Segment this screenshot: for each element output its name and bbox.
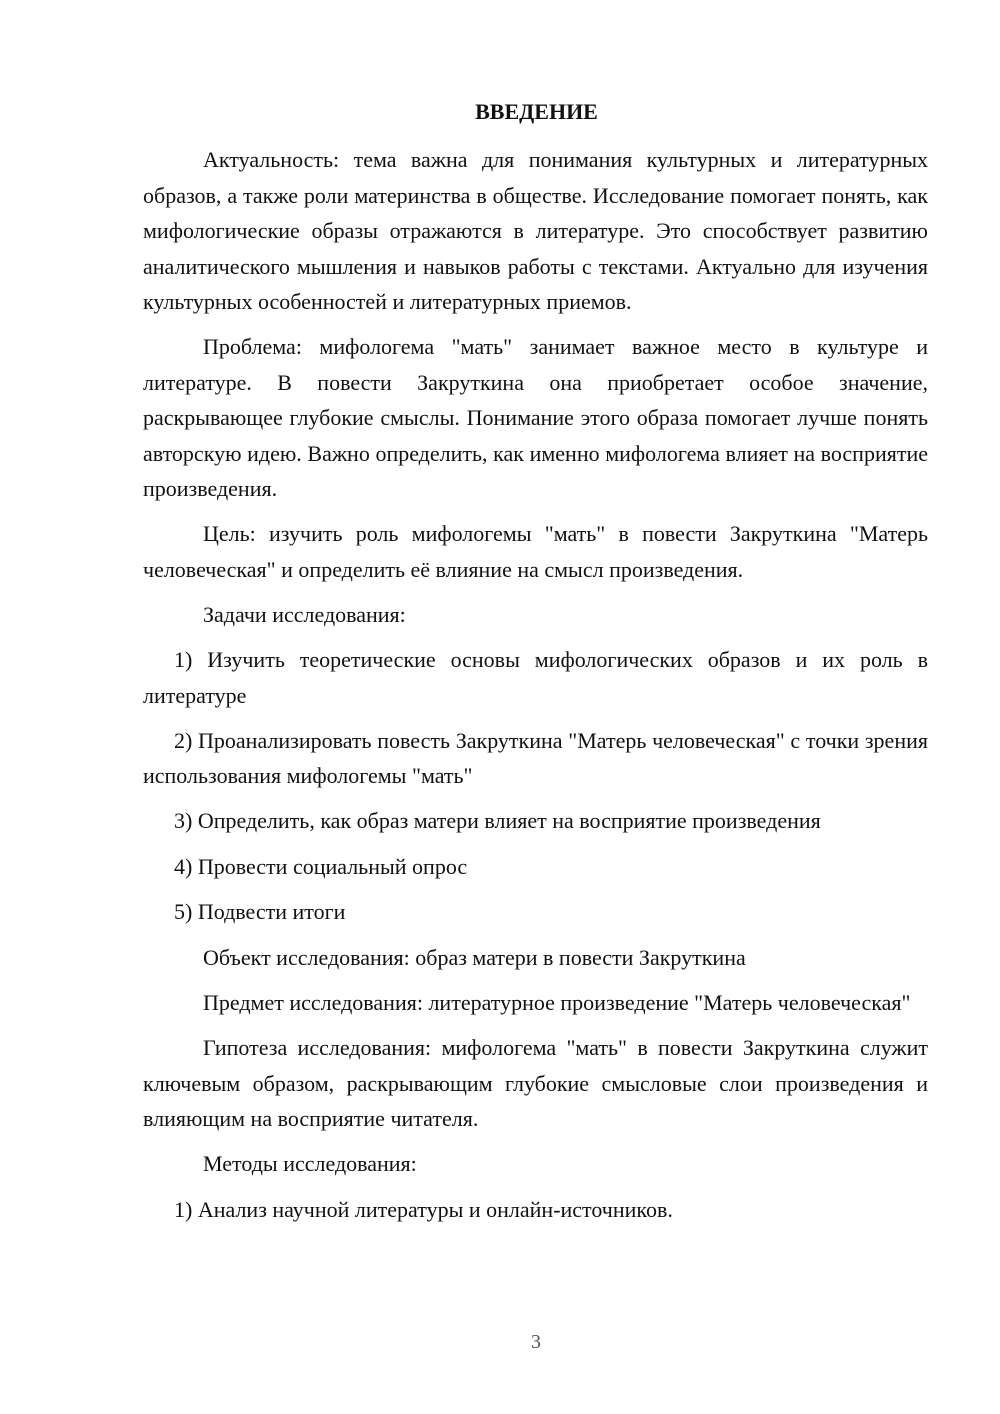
goal-paragraph: Цель: изучить роль мифологемы "мать" в повести Закруткина "Матерь человеческая" и определить её влияние на смысл произведения.: [143, 521, 928, 582]
task-item-4: 4) Провести социальный опрос: [174, 853, 468, 879]
task-item-5: 5) Подвести итоги: [174, 899, 346, 924]
page-content: [143, 94, 928, 1237]
tasks-heading: Задачи исследования:: [203, 601, 406, 627]
page-title: ВВЕДЕНИЕ: [475, 99, 598, 124]
task-item-3: 3) Определить, как образ матери влияет на восприятие произведения: [174, 808, 821, 833]
object-paragraph: Объект исследования: образ матери в повести Закруткина: [203, 944, 746, 970]
task-item-2: 2) Проанализировать повесть Закруткина "Матерь человеческая" с точки зрения использования мифологемы "мать": [143, 727, 928, 788]
relevance-paragraph: Актуальность: тема важна для понимания культурных и литературных образов, а также роли материнства в обществе. Исследование помогает понять, как мифологические образы отражаются в литературе. Это способствует развитию аналитического мышления и навыков работы с текстами. Актуально для изучения культурных особенностей и литературных приемов.: [143, 147, 928, 314]
hypothesis-paragraph: Гипотеза исследования: мифологема "мать" в повести Закруткина служит ключевым образом, раскрывающим глубокие смысловые слои произведения и влияющим на восприятие читателя.: [143, 1035, 928, 1131]
subject-paragraph: Предмет исследования: литературное произведение "Матерь человеческая": [203, 990, 911, 1015]
problem-paragraph: Проблема: мифологема "мать" занимает важное место в культуре и литературе. В повести Закруткина она приобретает особое значение, раскрывающее глубокие смыслы. Понимание этого образа помогает лучше понять авторскую идею. Важно определить, как именно мифологема влияет на восприятие произведения.: [143, 334, 928, 501]
task-item-1: 1) Изучить теоретические основы мифологических образов и их роль в литературе: [143, 647, 928, 708]
method-item-1: 1) Анализ научной литературы и онлайн-источников.: [174, 1196, 673, 1222]
page-number: 3: [531, 1331, 541, 1353]
methods-heading: Методы исследования:: [203, 1151, 417, 1176]
